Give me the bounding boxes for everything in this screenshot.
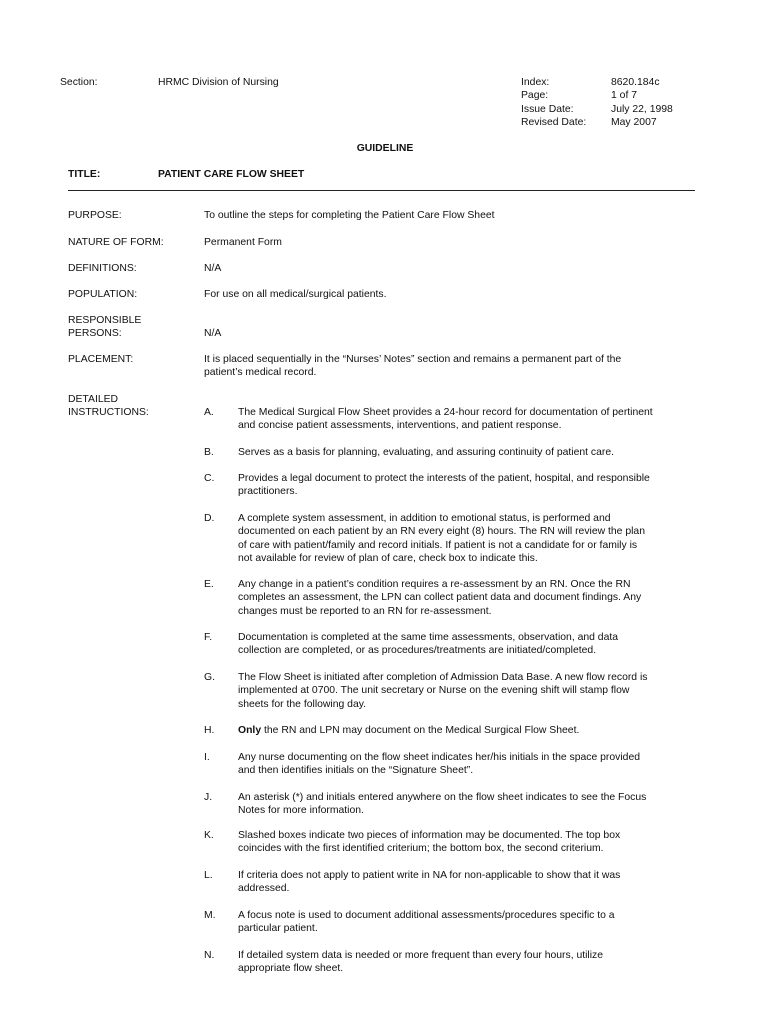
index-value: 8620.184c [611, 77, 660, 88]
instruction-letter: L. [204, 870, 213, 881]
instruction-line: Any nurse documenting on the flow sheet indicates her/his initials in the space provided [238, 752, 641, 763]
placement-line-1: It is placed sequentially in the “Nurses’ Notes” section and remains a permanent part of the [204, 354, 622, 365]
instruction-line: Serves as a basis for planning, evaluating, and assuring continuity of patient care. [238, 447, 615, 458]
instruction-letter: N. [204, 950, 215, 961]
instruction-b-text [238, 446, 694, 459]
instruction-i-text [238, 751, 694, 778]
title-divider [68, 190, 695, 191]
index-label: Index: [521, 77, 550, 88]
detailed-label-line-1: DETAILED [68, 394, 119, 405]
instruction-line: practitioners. [238, 486, 298, 498]
responsible-label-line-1: RESPONSIBLE [68, 315, 142, 326]
document-title: PATIENT CARE FLOW SHEET [158, 169, 305, 180]
instruction-line: An asterisk (*) and initials entered anywhere on the flow sheet indicates to see the Focus [238, 792, 647, 803]
instruction-h-text [238, 724, 694, 737]
instruction-line: If detailed system data is needed or more frequent than every four hours, utilize [238, 950, 604, 961]
instruction-line: completes an assessment, the LPN can collect patient data and document findings. Any [238, 592, 642, 604]
instruction-line: Notes for more information. [238, 805, 364, 817]
instruction-n-text [238, 949, 694, 976]
instruction-line: the RN and LPN may document on the Medical Surgical Flow Sheet. [261, 725, 580, 736]
instruction-line: A focus note is used to document additional assessments/procedures specific to a [238, 910, 615, 921]
instruction-letter: B. [204, 447, 214, 458]
instruction-a-text [238, 406, 694, 433]
revised-date-label: Revised Date: [521, 117, 587, 129]
title-label: TITLE: [68, 169, 101, 180]
instruction-line: coincides with the first identified criterium; the bottom box, the second criterium. [238, 843, 604, 855]
instruction-letter: M. [204, 910, 216, 921]
responsible-persons-value: N/A [204, 328, 222, 339]
instruction-e-text [238, 578, 694, 618]
purpose-label: PURPOSE: [68, 210, 122, 221]
page-value: 1 of 7 [611, 90, 637, 102]
issue-date-label: Issue Date: [521, 103, 574, 115]
instruction-line: appropriate flow sheet. [238, 963, 344, 975]
purpose-value: To outline the steps for completing the Patient Care Flow Sheet [204, 210, 495, 221]
definitions-value: N/A [204, 263, 222, 274]
instruction-line: and concise patient assessments, interventions, and patient response. [238, 420, 562, 432]
header-meta-values [611, 76, 711, 130]
instruction-letter: A. [204, 407, 214, 418]
header-meta-labels [521, 76, 611, 130]
instruction-line: changes must be reported to an RN for re-assessment. [238, 605, 492, 617]
instruction-letter: G. [204, 672, 215, 683]
definitions-label: DEFINITIONS: [68, 263, 137, 274]
instruction-letter: F. [204, 632, 213, 643]
nature-of-form-label: NATURE OF FORM: [68, 237, 164, 248]
placement-value [204, 353, 694, 380]
instruction-d-text [238, 512, 694, 566]
detailed-label-line-2: INSTRUCTIONS: [68, 407, 149, 419]
responsible-label-line-2: PERSONS: [68, 328, 122, 340]
instruction-line: and then identifies initials on the “Signature Sheet”. [238, 765, 474, 777]
population-value: For use on all medical/surgical patients. [204, 289, 387, 300]
instruction-letter: K. [204, 830, 214, 841]
nature-of-form-value: Permanent Form [204, 237, 282, 248]
instruction-line: not available for review of plan of care, check box to indicate this. [238, 553, 538, 565]
instruction-c-text [238, 472, 694, 499]
doc-type-heading: GUIDELINE [356, 143, 414, 154]
instruction-line: The Flow Sheet is initiated after completion of Admission Data Base. A new flow record is [238, 672, 648, 683]
section-value: HRMC Division of Nursing [158, 77, 279, 88]
instruction-j-text [238, 791, 694, 818]
instruction-m-text [238, 909, 694, 936]
instruction-line: A complete system assessment, in addition to emotional status, is performed and [238, 513, 611, 524]
instruction-g-text [238, 671, 694, 711]
issue-date-value: July 22, 1998 [611, 103, 673, 115]
page-label: Page: [521, 90, 549, 102]
placement-line-2: patient’s medical record. [204, 367, 317, 379]
instruction-k-text [238, 829, 694, 856]
population-label: POPULATION: [68, 289, 138, 300]
placement-label: PLACEMENT: [68, 354, 134, 365]
responsible-persons-label [68, 314, 198, 341]
instruction-letter: I. [204, 752, 210, 763]
instruction-letter: H. [204, 725, 215, 736]
instruction-letter: D. [204, 513, 215, 524]
instruction-line: collection are completed, or as procedures/treatments are initiated/completed. [238, 645, 597, 657]
revised-date-value: May 2007 [611, 117, 657, 129]
instruction-line: Provides a legal document to protect the interests of the patient, hospital, and responsible [238, 473, 650, 484]
instruction-line: The Medical Surgical Flow Sheet provides a 24-hour record for documentation of pertinent [238, 407, 653, 418]
instruction-line: addressed. [238, 883, 290, 895]
instruction-line: Documentation is completed at the same time assessments, observation, and data [238, 632, 619, 643]
instruction-line: particular patient. [238, 923, 318, 935]
emphasis-only: Only [238, 725, 262, 736]
instruction-letter: E. [204, 579, 214, 590]
instruction-line: of care with patient/family and record initials. If patient is not a candidate for or family is [238, 539, 638, 551]
detailed-instructions-label [68, 393, 198, 420]
instruction-line: implemented at 0700. The unit secretary or Nurse on the evening shift will stamp flow [238, 685, 630, 697]
instruction-line: If criteria does not apply to patient write in NA for non-applicable to show that it was [238, 870, 621, 881]
instruction-line: sheets for the following day. [238, 698, 367, 710]
instruction-f-text [238, 631, 694, 658]
instruction-line: Any change in a patient’s condition requires a re-assessment by an RN. Once the RN [238, 579, 631, 590]
section-label: Section: [60, 77, 98, 88]
instruction-letter: J. [204, 792, 213, 803]
instruction-line: Slashed boxes indicate two pieces of information may be documented. The top box [238, 830, 621, 841]
instruction-letter: C. [204, 473, 215, 484]
instruction-line: documented on each patient by an RN every eight (8) hours. The RN will review the plan [238, 526, 645, 538]
instruction-l-text [238, 869, 694, 896]
